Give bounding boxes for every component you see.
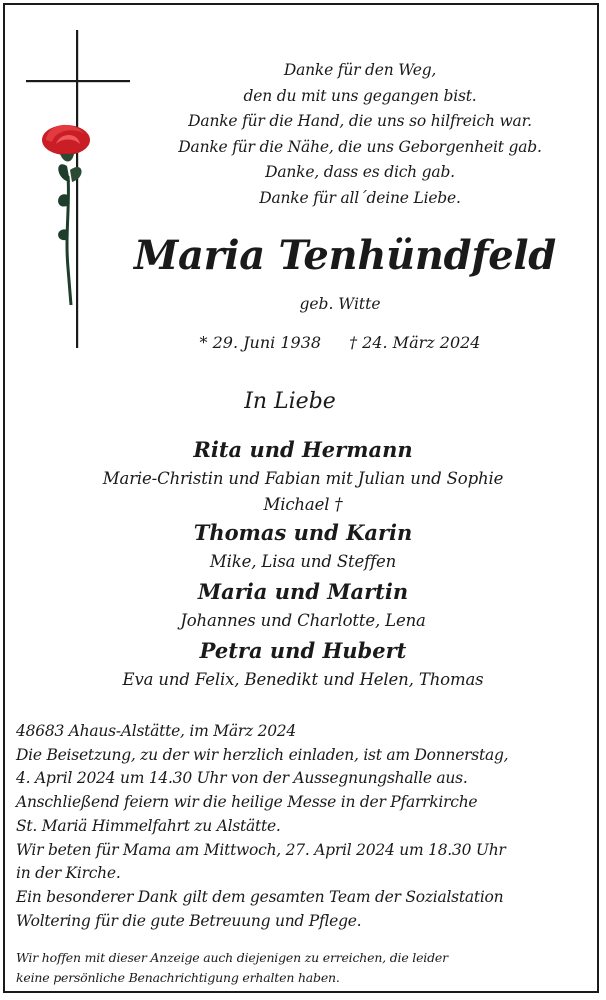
birth-name: geb. Witte xyxy=(299,295,381,313)
cross-with-rose xyxy=(26,30,130,350)
family-group-line: Michael † xyxy=(263,495,343,514)
detail-line: Die Beisetzung, zu der wir herzlich einladen, ist am Donnerstag, xyxy=(16,745,509,764)
detail-line: Wir beten für Mama am Mittwoch, 27. April 2024 um 18.30 Uhr xyxy=(16,840,506,859)
detail-line: 48683 Ahaus-Alstätte, im März 2024 xyxy=(16,722,297,740)
deceased-name: Maria Tenhündfeld xyxy=(134,232,556,279)
family-group-head: Petra und Hubert xyxy=(199,638,407,663)
footnote xyxy=(16,948,592,988)
family-list xyxy=(20,434,586,694)
poem xyxy=(130,58,590,212)
family-group-line: Marie-Christin und Fabian mit Julian und Sophie xyxy=(102,469,504,488)
poem-line: Danke für die Nähe, die uns Geborgenheit gab. xyxy=(178,137,542,156)
detail-line: Ein besonderer Dank gilt dem gesamten Team der Sozialstation xyxy=(16,887,504,906)
family-group-head: Maria und Martin xyxy=(197,579,409,604)
poem-line: Danke für die Hand, die uns so hilfreich war. xyxy=(188,112,532,131)
death-date: † 24. März 2024 xyxy=(349,333,481,352)
poem-line: Danke für den Weg, xyxy=(283,61,437,79)
funeral-details xyxy=(16,720,592,933)
detail-line: Anschließend feiern wir die heilige Messe in der Pfarrkirche xyxy=(16,793,478,812)
footnote-line: Wir hoffen mit dieser Anzeige auch diejenigen zu erreichen, die leider xyxy=(16,950,448,965)
life-dates xyxy=(130,332,550,354)
detail-line: 4. April 2024 um 14.30 Uhr von der Aussegnungshalle aus. xyxy=(16,769,468,788)
cross-icon xyxy=(26,30,130,348)
footnote-line: keine persönliche Benachrichtigung erhalten haben. xyxy=(16,970,340,985)
family-group-head: Thomas und Karin xyxy=(193,520,413,545)
family-group-head: Rita und Hermann xyxy=(193,437,413,462)
family-group-line: Mike, Lisa und Steffen xyxy=(209,552,397,571)
family-group-line: Johannes und Charlotte, Lena xyxy=(180,611,426,630)
poem-line: Danke, dass es dich gab. xyxy=(265,163,455,182)
detail-line: Woltering für die gute Betreuung und Pflege. xyxy=(16,911,362,930)
detail-line: St. Mariä Himmelfahrt zu Alstätte. xyxy=(16,816,281,835)
rose-icon xyxy=(42,125,90,305)
in-love-heading: In Liebe xyxy=(244,389,336,414)
family-group-line: Eva und Felix, Benedikt und Helen, Thomas xyxy=(122,670,484,689)
poem-line: den du mit uns gegangen bist. xyxy=(243,86,477,105)
birth-date: * 29. Juni 1938 xyxy=(199,333,322,352)
detail-line: in der Kirche. xyxy=(16,864,121,883)
poem-line: Danke für all´deine Liebe. xyxy=(259,188,461,207)
